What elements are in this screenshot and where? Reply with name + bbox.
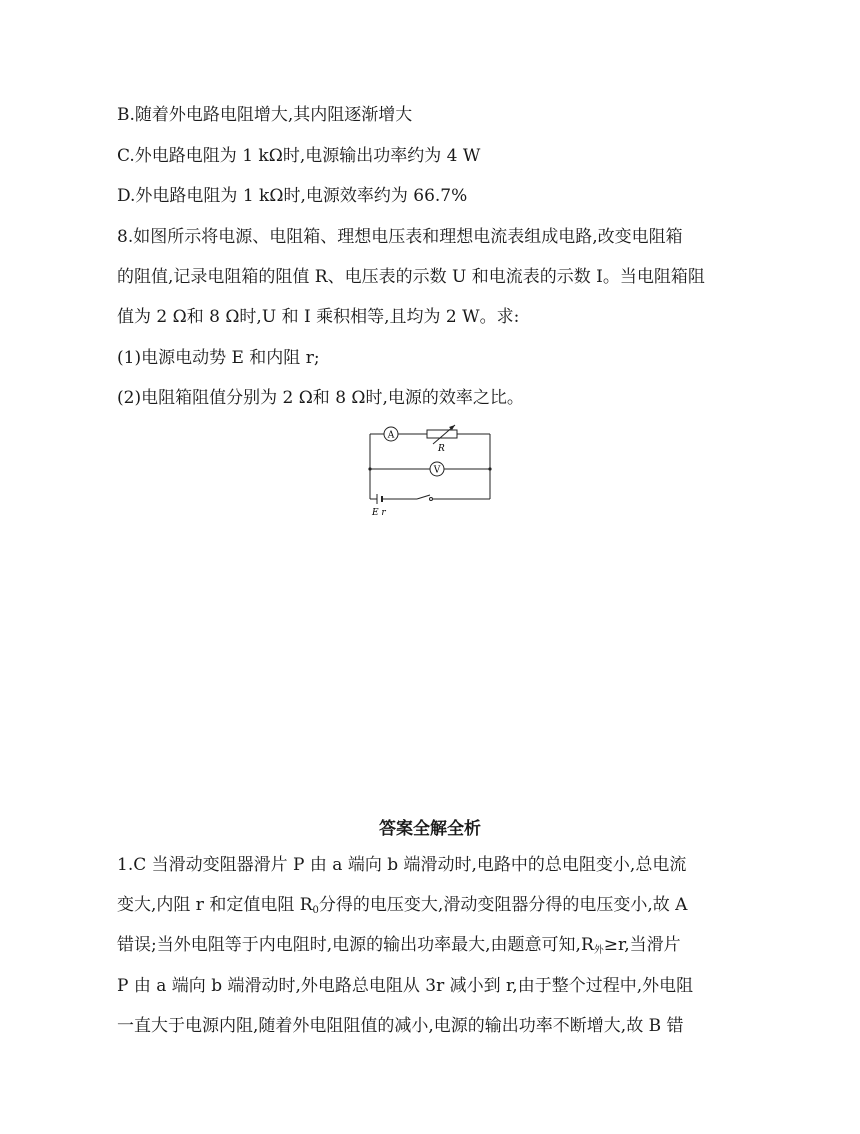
subscript-wai: 外 — [593, 945, 604, 956]
answer-heading: 答案全解全析 — [379, 819, 481, 839]
answer-line-1: 1.C 当滑动变阻器滑片 P 由 a 端向 b 端滑动时,电路中的总电阻变小,总电流 — [117, 855, 687, 875]
question-8-sub-1: (1)电源电动势 E 和内阻 r; — [117, 348, 320, 368]
answer-line-3-part-a: 错误;当外电阻等于内电阻时,电源的输出功率最大,由题意可知,R — [117, 935, 594, 955]
option-d: D.外电路电阻为 1 kΩ时,电源效率约为 66.7% — [117, 186, 468, 206]
option-b: B.随着外电路电阻增大,其内阻逐渐增大 — [117, 105, 413, 125]
source-label: E r — [372, 508, 386, 518]
option-c: C.外电路电阻为 1 kΩ时,电源输出功率约为 4 W — [117, 146, 481, 166]
answer-line-3-part-b: ≥r,当滑片 — [603, 935, 681, 955]
question-8-sub-2: (2)电阻箱阻值分别为 2 Ω和 8 Ω时,电源的效率之比。 — [117, 388, 524, 408]
question-8-line-1: 8.如图所示将电源、电阻箱、理想电压表和理想电流表组成电路,改变电阻箱 — [117, 227, 683, 247]
answer-line-2-part-a: 变大,内阻 r 和定值电阻 R — [117, 895, 313, 915]
question-8-line-2: 的阻值,记录电阻箱的阻值 R、电压表的示数 U 和电流表的示数 I。当电阻箱阻 — [117, 267, 705, 287]
answer-line-5: 一直大于电源内阻,随着外电阻阻值的减小,电源的输出功率不断增大,故 B 错 — [117, 1016, 684, 1036]
answer-line-3 — [117, 934, 681, 962]
voltmeter-label: V — [433, 465, 441, 476]
answer-line-4: P 由 a 端向 b 端滑动时,外电路总电阻从 3r 减小到 r,由于整个过程中,外电阻 — [117, 976, 694, 996]
question-8-line-3: 值为 2 Ω和 8 Ω时,U 和 I 乘积相等,且均为 2 W。求: — [117, 307, 520, 327]
resistor-label: R — [438, 444, 445, 454]
answer-line-2 — [117, 894, 687, 922]
subscript-zero: 0 — [312, 905, 319, 916]
circuit-diagram — [355, 424, 505, 524]
answer-line-2-part-b: 分得的电压变大,滑动变阻器分得的电压变小,故 A — [318, 895, 688, 915]
ammeter-label: A — [387, 430, 395, 441]
